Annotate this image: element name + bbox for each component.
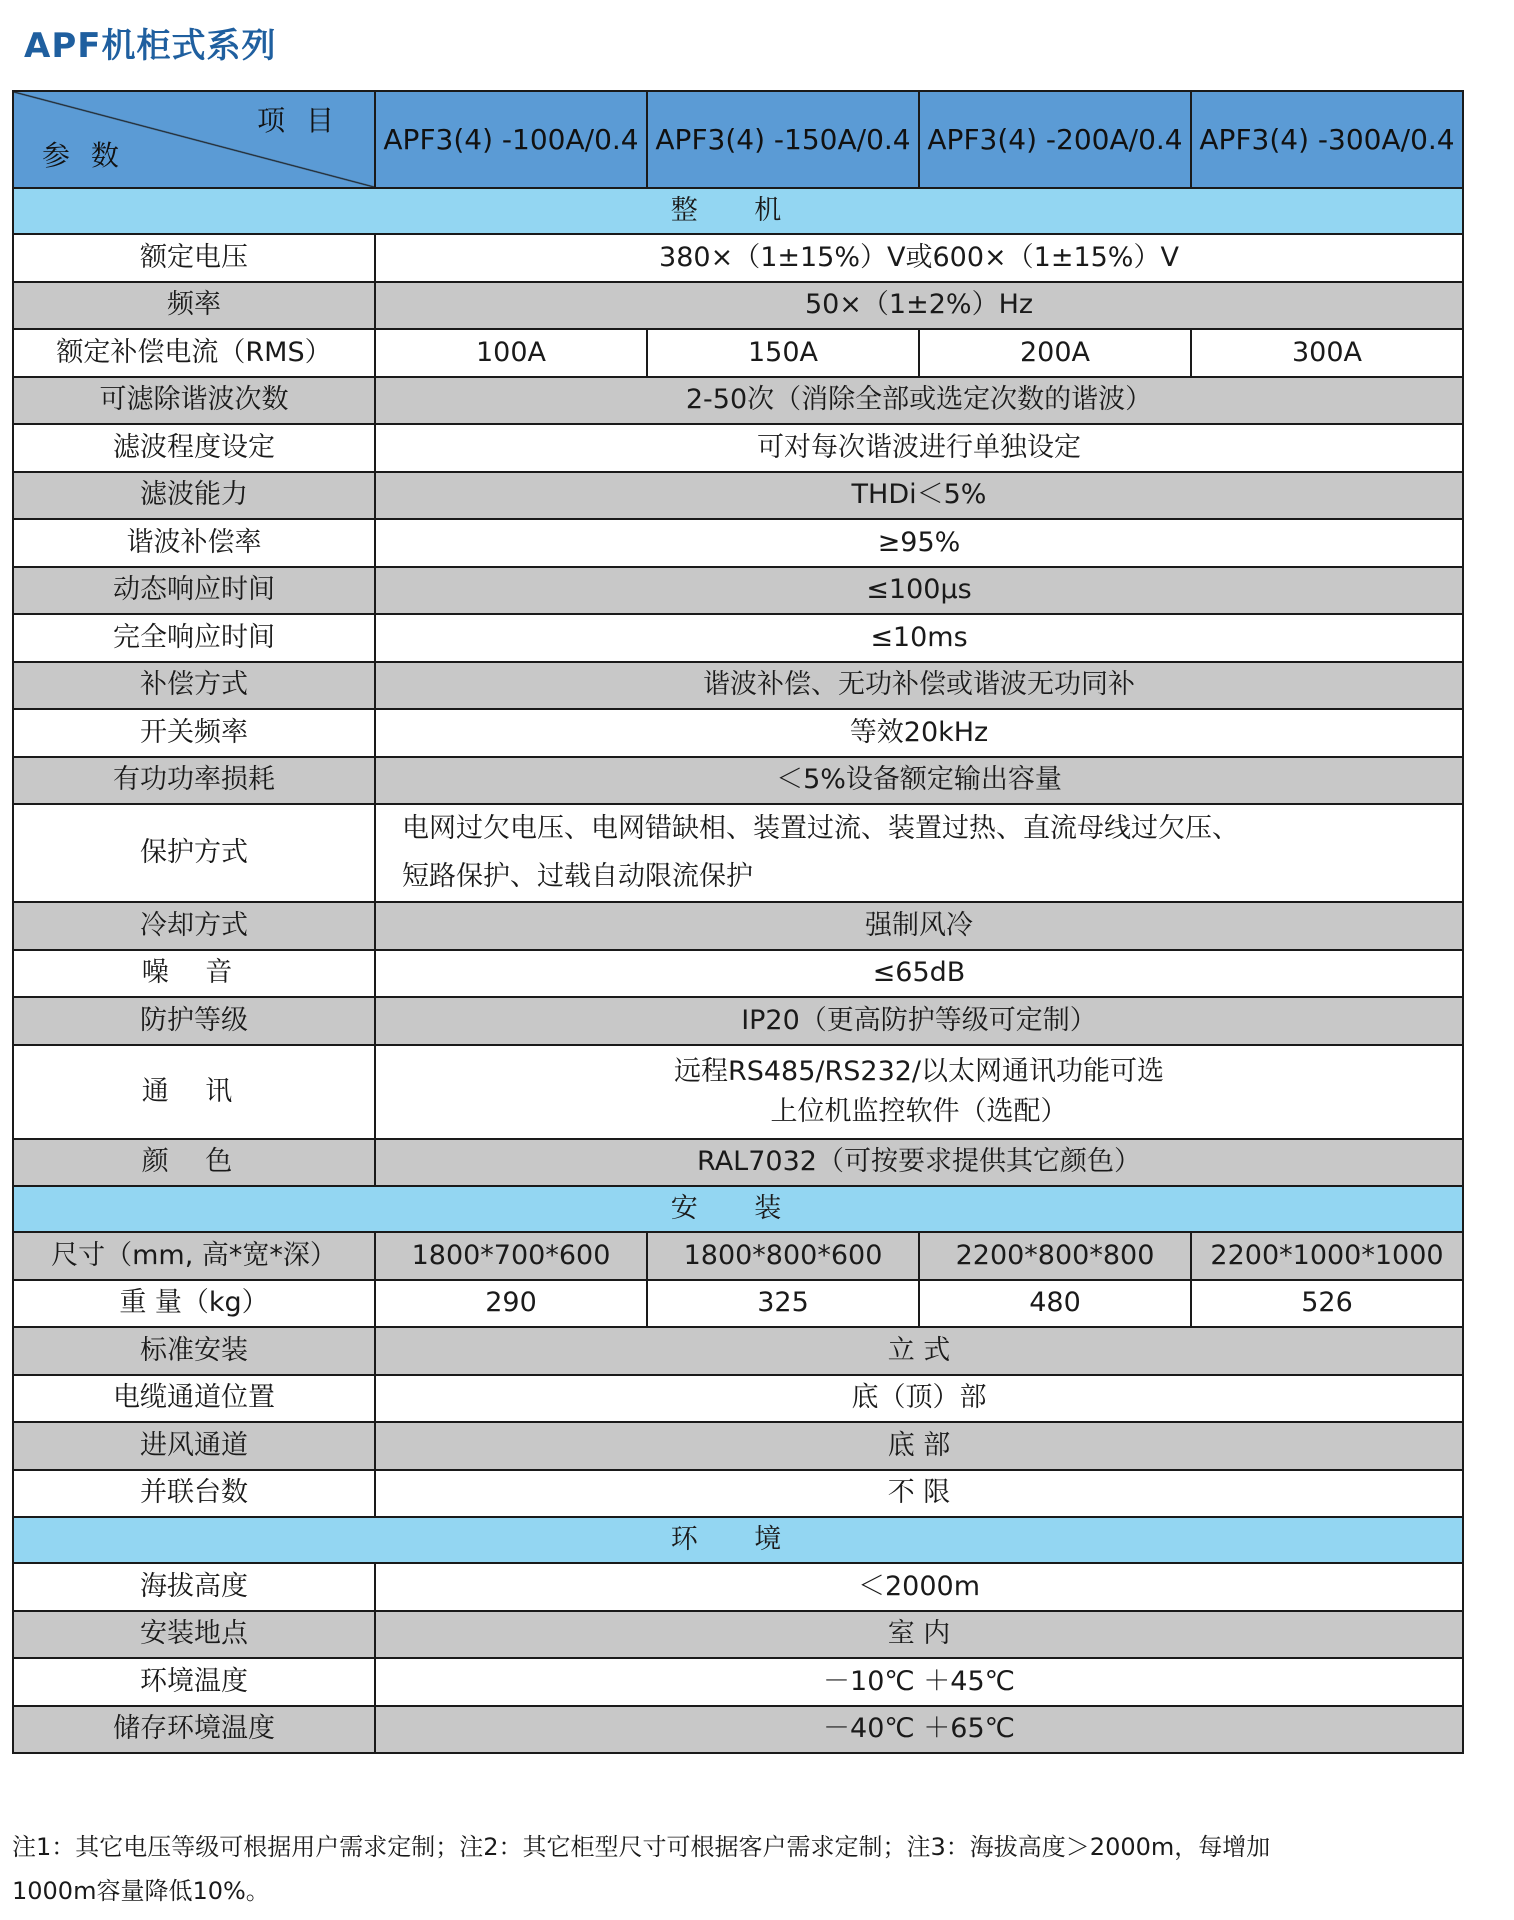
row-label: 补偿方式 [13, 662, 375, 710]
table-row [13, 1470, 1463, 1518]
table-row [13, 1658, 1463, 1706]
protection-line-1: 电网过欠电压、电网错缺相、装置过流、装置过热、直流母线过欠压、 [402, 813, 1239, 844]
table-row [13, 567, 1463, 615]
row-value-multiline [375, 1045, 1463, 1139]
row-label: 尺寸（mm, 高*宽*深） [13, 1232, 375, 1280]
table-row [13, 804, 1463, 902]
row-label: 额定补偿电流（RMS） [13, 329, 375, 377]
row-label: 安装地点 [13, 1611, 375, 1659]
section-row-whole [13, 188, 1463, 234]
row-label: 滤波程度设定 [13, 424, 375, 472]
table-row [13, 1706, 1463, 1754]
row-label: 额定电压 [13, 234, 375, 282]
row-value: 底 部 [375, 1422, 1463, 1470]
row-value-multiline [375, 804, 1463, 902]
row-label: 可滤除谐波次数 [13, 377, 375, 425]
row-value: ≤100μs [375, 567, 1463, 615]
row-label: 进风通道 [13, 1422, 375, 1470]
table-row [13, 1045, 1463, 1139]
protection-line-2: 短路保护、过载自动限流保护 [402, 861, 753, 892]
row-value: 1800*800*600 [647, 1232, 919, 1280]
row-value: －10℃ ＋45℃ [375, 1658, 1463, 1706]
row-value: 150A [647, 329, 919, 377]
table-row [13, 424, 1463, 472]
model-header: APF3(4) -200A/0.4 [919, 91, 1191, 188]
row-label: 动态响应时间 [13, 567, 375, 615]
footnote [12, 1825, 1452, 1913]
row-value: 可对每次谐波进行单独设定 [375, 424, 1463, 472]
table-row [13, 709, 1463, 757]
row-label: 冷却方式 [13, 902, 375, 950]
table-row [13, 614, 1463, 662]
page-title: APF机柜式系列 [24, 26, 277, 66]
model-header: APF3(4) -300A/0.4 [1191, 91, 1463, 188]
table-row [13, 1232, 1463, 1280]
row-value: 谐波补偿、无功补偿或谐波无功同补 [375, 662, 1463, 710]
row-value: 1800*700*600 [375, 1232, 647, 1280]
row-label: 颜 色 [13, 1139, 375, 1187]
row-value: 50×（1±2%）Hz [375, 282, 1463, 330]
footnote-line-1: 注1：其它电压等级可根据用户需求定制；注2：其它柜型尺寸可根据客户需求定制；注3：海拔高度＞2000m，每增加 [12, 1833, 1271, 1861]
row-label: 滤波能力 [13, 472, 375, 520]
row-value: IP20（更高防护等级可定制） [375, 997, 1463, 1045]
row-label: 完全响应时间 [13, 614, 375, 662]
row-label: 保护方式 [13, 804, 375, 902]
row-value: 2200*800*800 [919, 1232, 1191, 1280]
row-value: THDi＜5% [375, 472, 1463, 520]
row-value: 325 [647, 1280, 919, 1328]
row-value: 2-50次（消除全部或选定次数的谐波） [375, 377, 1463, 425]
row-value: 等效20kHz [375, 709, 1463, 757]
model-header: APF3(4) -150A/0.4 [647, 91, 919, 188]
row-value: ＜2000m [375, 1563, 1463, 1611]
header-param-label: 参 数 [42, 139, 125, 172]
row-value: 不 限 [375, 1470, 1463, 1518]
row-label: 重 量（kg） [13, 1280, 375, 1328]
row-value: 底（顶）部 [375, 1375, 1463, 1423]
row-label: 储存环境温度 [13, 1706, 375, 1754]
table-row [13, 950, 1463, 998]
section-row-install [13, 1186, 1463, 1232]
row-label: 并联台数 [13, 1470, 375, 1518]
table-row [13, 377, 1463, 425]
section-title: 整 机 [13, 188, 1463, 234]
row-value: 200A [919, 329, 1191, 377]
table-row [13, 329, 1463, 377]
footnote-line-2: 1000m容量降低10%。 [12, 1877, 270, 1905]
table-row [13, 1327, 1463, 1375]
row-label: 海拔高度 [13, 1563, 375, 1611]
table-header-row [13, 91, 1463, 188]
row-value: －40℃ ＋65℃ [375, 1706, 1463, 1754]
section-title: 环 境 [13, 1517, 1463, 1563]
model-header: APF3(4) -100A/0.4 [375, 91, 647, 188]
table-row [13, 1563, 1463, 1611]
table-row [13, 1611, 1463, 1659]
row-value: ≥95% [375, 519, 1463, 567]
row-label: 噪 音 [13, 950, 375, 998]
spec-table [12, 90, 1464, 1754]
row-value: 380×（1±15%）V或600×（1±15%）V [375, 234, 1463, 282]
header-diagonal-cell [13, 91, 375, 188]
row-label: 防护等级 [13, 997, 375, 1045]
row-value: 526 [1191, 1280, 1463, 1328]
row-label: 标准安装 [13, 1327, 375, 1375]
row-value: ≤10ms [375, 614, 1463, 662]
table-row [13, 1375, 1463, 1423]
table-row [13, 662, 1463, 710]
table-row [13, 1139, 1463, 1187]
row-value: ＜5%设备额定输出容量 [375, 757, 1463, 805]
row-label: 谐波补偿率 [13, 519, 375, 567]
comm-line-2: 上位机监控软件（选配） [770, 1095, 1068, 1127]
header-item-label: 项 目 [257, 104, 340, 137]
comm-line-1: 远程RS485/RS232/以太网通讯功能可选 [673, 1055, 1165, 1087]
row-label: 电缆通道位置 [13, 1375, 375, 1423]
row-value: 室 内 [375, 1611, 1463, 1659]
row-value: 300A [1191, 329, 1463, 377]
row-label: 频率 [13, 282, 375, 330]
table-row [13, 282, 1463, 330]
row-label: 有功功率损耗 [13, 757, 375, 805]
row-value: RAL7032（可按要求提供其它颜色） [375, 1139, 1463, 1187]
table-row [13, 472, 1463, 520]
row-label: 环境温度 [13, 1658, 375, 1706]
row-value: 立 式 [375, 1327, 1463, 1375]
row-label: 通 讯 [13, 1045, 375, 1139]
row-value: 480 [919, 1280, 1191, 1328]
table-row [13, 1422, 1463, 1470]
row-value: 2200*1000*1000 [1191, 1232, 1463, 1280]
table-row [13, 902, 1463, 950]
section-title: 安 装 [13, 1186, 1463, 1232]
table-row [13, 997, 1463, 1045]
row-label: 开关频率 [13, 709, 375, 757]
row-value: ≤65dB [375, 950, 1463, 998]
row-value: 290 [375, 1280, 647, 1328]
table-row [13, 234, 1463, 282]
section-row-env [13, 1517, 1463, 1563]
table-row [13, 1280, 1463, 1328]
row-value: 强制风冷 [375, 902, 1463, 950]
row-value: 100A [375, 329, 647, 377]
table-row [13, 519, 1463, 567]
table-row [13, 757, 1463, 805]
